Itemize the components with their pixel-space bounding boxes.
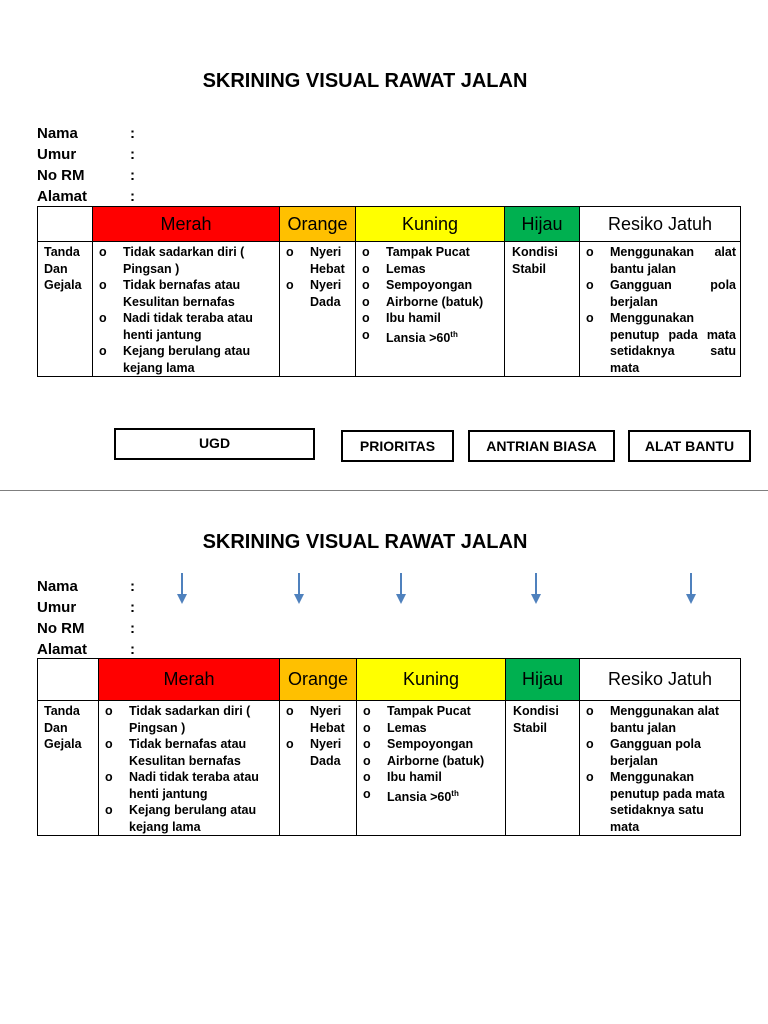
list-item: o Ibu hamil xyxy=(362,311,441,325)
list-item: o Tampak Pucat xyxy=(362,245,470,259)
hijau-cell xyxy=(506,701,580,836)
bullet: o xyxy=(362,311,370,325)
bullet: o xyxy=(362,278,370,292)
bullet: o xyxy=(105,737,113,751)
row-label-line: Dan xyxy=(44,720,68,735)
alamat-field[interactable] xyxy=(37,186,135,207)
form2-fields xyxy=(37,576,135,660)
alamat-label: Alamat xyxy=(37,188,88,205)
header-blank xyxy=(38,207,93,242)
bullet: o xyxy=(286,278,294,292)
down-arrow-icon xyxy=(293,573,305,605)
header-kuning: Kuning xyxy=(356,207,505,242)
bullet: o xyxy=(586,737,594,751)
list-item: o Lemas xyxy=(363,720,427,735)
down-arrow-icon xyxy=(530,573,542,605)
kuning-cell xyxy=(356,242,505,377)
row-label-line: Tanda xyxy=(44,704,80,718)
superscript: th xyxy=(450,329,458,339)
list-item: o Lansia >60th xyxy=(363,786,459,804)
bullet: o xyxy=(99,245,107,259)
bullet: o xyxy=(99,278,107,292)
bullet: o xyxy=(586,245,594,259)
colon: : xyxy=(130,578,135,595)
norm-label: No RM xyxy=(37,620,85,637)
list-item: o Nadi tidak teraba atau henti jantung xyxy=(99,311,253,342)
list-item: o Sempoyongan xyxy=(362,278,473,292)
bullet: o xyxy=(363,720,371,735)
bullet: o xyxy=(105,704,113,718)
down-arrow-icon xyxy=(395,573,407,605)
resiko-cell xyxy=(580,701,741,836)
list-item: o Sempoyongan xyxy=(363,737,474,751)
bullet: o xyxy=(363,704,371,718)
colon: : xyxy=(130,620,135,637)
hijau-text: Kondisi Stabil xyxy=(513,704,559,735)
bullet: o xyxy=(99,344,107,358)
row-label-line: Tanda xyxy=(44,245,80,259)
list-item: o Menggunakan alat bantu jalan xyxy=(586,704,720,735)
section-divider xyxy=(0,490,768,491)
alat-bantu-button[interactable]: ALAT BANTU xyxy=(628,430,751,462)
list-item: o Menggunakan alat bantu jalan xyxy=(586,245,736,276)
superscript: th xyxy=(451,788,459,798)
list-item: o Kejang berulang atau kejang lama xyxy=(105,803,257,834)
bullet: o xyxy=(586,278,594,292)
bullet: o xyxy=(286,704,294,718)
bullet: o xyxy=(363,770,371,784)
down-arrow-icon xyxy=(176,573,188,605)
list-item: o Lansia >60th xyxy=(362,327,458,345)
nama-label: Nama xyxy=(37,125,78,142)
alamat-label: Alamat xyxy=(37,641,88,658)
bullet: o xyxy=(99,311,107,325)
header-merah: Merah xyxy=(99,659,280,701)
header-hijau: Hijau xyxy=(505,207,580,242)
header-resiko-jatuh: Resiko Jatuh xyxy=(580,659,741,701)
norm-field[interactable] xyxy=(37,618,135,639)
nama-label: Nama xyxy=(37,578,78,595)
list-item: o Gangguan pola berjalan xyxy=(586,737,701,768)
colon: : xyxy=(130,641,135,658)
bullet: o xyxy=(363,737,371,751)
resiko-cell xyxy=(580,242,741,377)
umur-label: Umur xyxy=(37,599,77,616)
nama-field[interactable] xyxy=(37,123,135,144)
header-orange: Orange xyxy=(280,207,356,242)
row-label-tanda-gejala xyxy=(38,701,99,836)
bullet: o xyxy=(286,245,294,259)
row-label-tanda-gejala xyxy=(38,242,93,377)
bullet: o xyxy=(363,753,371,768)
hijau-cell xyxy=(505,242,580,377)
list-item: o Nyeri Hebat xyxy=(286,704,345,735)
bullet: o xyxy=(105,770,113,784)
merah-cell xyxy=(93,242,280,377)
colon: : xyxy=(130,146,135,163)
list-item: o Airborne (batuk) xyxy=(362,294,484,309)
bullet: o xyxy=(586,770,594,784)
colon: : xyxy=(130,188,135,205)
list-item: o Airborne (batuk) xyxy=(363,753,485,768)
alamat-field[interactable] xyxy=(37,639,135,660)
list-item: o Nyeri Hebat xyxy=(286,245,345,276)
form2-title: SKRINING VISUAL RAWAT JALAN xyxy=(202,531,528,553)
form1-fields xyxy=(37,123,135,207)
orange-cell xyxy=(280,701,357,836)
bullet: o xyxy=(362,261,370,276)
list-item: o Menggunakan penutup pada mata setidaknya satu mata xyxy=(586,311,736,375)
list-item: o Nadi tidak teraba atau henti jantung xyxy=(105,770,259,801)
bullet: o xyxy=(362,294,370,309)
colon: : xyxy=(130,125,135,142)
list-item: o Tampak Pucat xyxy=(363,704,471,718)
bullet: o xyxy=(363,786,371,801)
umur-field[interactable] xyxy=(37,144,135,165)
header-kuning: Kuning xyxy=(357,659,506,701)
colon: : xyxy=(130,167,135,184)
header-orange: Orange xyxy=(280,659,357,701)
list-item: o Lemas xyxy=(362,261,426,276)
antrian-biasa-button[interactable]: ANTRIAN BIASA xyxy=(468,430,615,462)
list-item: o Tidak bernafas atau Kesulitan bernafas xyxy=(105,737,247,768)
bullet: o xyxy=(362,245,370,259)
triage-table-1 xyxy=(37,206,741,377)
ugd-button[interactable]: UGD xyxy=(114,428,315,460)
list-item: o Kejang berulang atau kejang lama xyxy=(99,344,251,375)
colon: : xyxy=(130,599,135,616)
header-hijau: Hijau xyxy=(506,659,580,701)
row-label-line: Dan xyxy=(44,261,68,276)
merah-cell xyxy=(99,701,280,836)
list-item: o Nyeri Dada xyxy=(286,737,342,768)
bullet: o xyxy=(286,737,294,751)
umur-field[interactable] xyxy=(37,597,135,618)
bullet: o xyxy=(105,803,113,817)
down-arrow-icon xyxy=(685,573,697,605)
header-merah: Merah xyxy=(93,207,280,242)
bullet: o xyxy=(362,327,370,342)
orange-cell xyxy=(280,242,356,377)
row-label-line: Gejala xyxy=(44,737,82,751)
list-item: o Gangguan pola berjalan xyxy=(586,278,736,309)
norm-field[interactable] xyxy=(37,165,135,186)
prioritas-button[interactable]: PRIORITAS xyxy=(341,430,454,462)
form1-title: SKRINING VISUAL RAWAT JALAN xyxy=(202,70,528,92)
triage-table-2 xyxy=(37,658,741,836)
list-item: o Nyeri Dada xyxy=(286,278,342,309)
nama-field[interactable] xyxy=(37,576,135,597)
row-label-line: Gejala xyxy=(44,278,82,292)
kuning-cell xyxy=(357,701,506,836)
bullet: o xyxy=(586,311,594,325)
list-item: o Tidak sadarkan diri ( Pingsan ) xyxy=(99,245,245,276)
list-item: o Tidak bernafas atau Kesulitan bernafas xyxy=(99,278,241,309)
list-item: o Menggunakan penutup pada mata setidaknya satu mata xyxy=(586,770,725,834)
header-resiko-jatuh: Resiko Jatuh xyxy=(580,207,741,242)
hijau-text: Kondisi Stabil xyxy=(512,245,558,276)
list-item: o Tidak sadarkan diri ( Pingsan ) xyxy=(105,704,251,735)
list-item: o Ibu hamil xyxy=(363,770,442,784)
bullet: o xyxy=(586,704,594,718)
header-blank xyxy=(38,659,99,701)
umur-label: Umur xyxy=(37,146,77,163)
norm-label: No RM xyxy=(37,167,85,184)
